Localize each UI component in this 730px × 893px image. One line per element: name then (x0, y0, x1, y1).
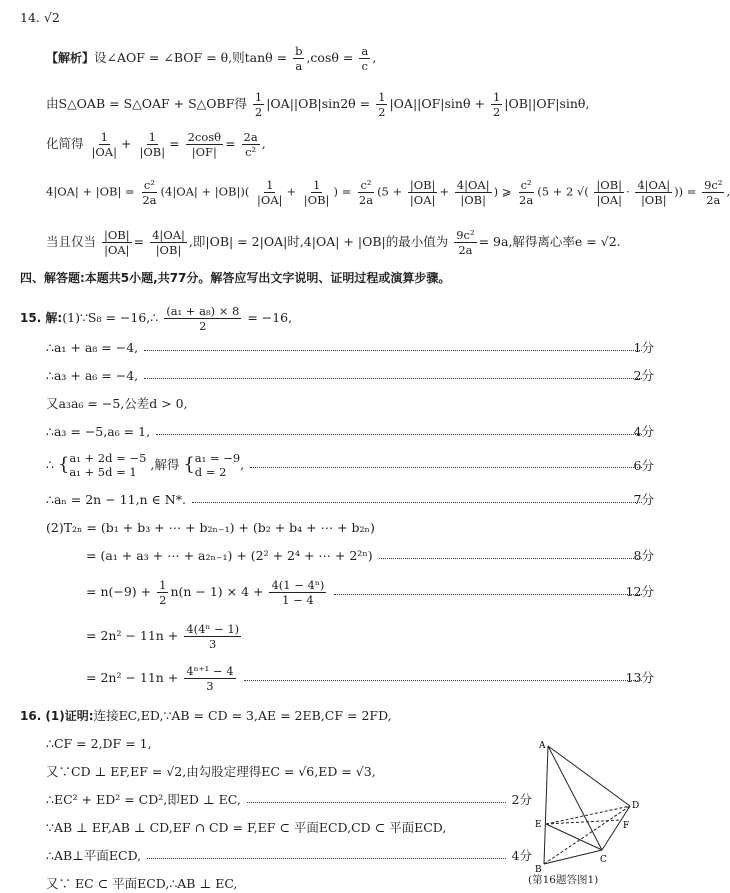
q15-line0: 15. 解:(1)∵S₈ = −16,∴ $\frac{\text{(a₁ + a₈) × 8}}{2}$ = −16, (20, 304, 293, 333)
q15-step8: = (a₁ + a₃ + ⋯ + a₂ₙ₋₁) + (2² + 2⁴ + ⋯ + 2²ⁿ) (86, 548, 648, 564)
edge-ec (546, 824, 602, 850)
score: 4分 (511, 848, 532, 863)
score: 2分 (511, 792, 532, 807)
q16-line2: 又∵CD ⊥ EF,EF = √2,由勾股定理得EC = √6,ED = √3, (46, 764, 376, 779)
q15-step11: = 2n² − 11n + $\frac{\text{4ⁿ⁺¹ − 4}}{3}$ (86, 664, 648, 693)
score: 7分 (633, 492, 654, 507)
score: 4分 (633, 424, 654, 439)
q15-step9: = n(−9) + $\frac{1}{2}$ n(n − 1) × 4 + $\frac{\text{4(1 − 4ⁿ)}}{1 - 4}$ (86, 578, 648, 607)
q14-line2: 由S△OAB = S△OAF + S△OBF得 $\frac{1}{2}$ |OA||OB|sin2θ = $\frac{1}{2}$ |OA||OF|sinθ + $\frac{1}{2}$ |OB||OF|sinθ, (46, 90, 590, 119)
tetrahedron-figure (530, 738, 660, 890)
score: 1分 (633, 340, 654, 355)
label-a: A (539, 741, 546, 751)
label-c: C (600, 855, 607, 865)
section-heading: 四、解答题:本题共5小题,共77分。解答应写出文字说明、证明过程或演算步骤。 (20, 271, 451, 285)
score: 2分 (633, 368, 654, 383)
q14-line3: 化简得 $\frac{1}{|OA|}$ + $\frac{1}{|OB|}$ = $\frac{2\cos\theta}{|OF|}$ = $\frac{2a}{\text{c²}}$ , (46, 130, 266, 159)
q15-step5: ∴ { a₁ + 2d = −5 a₁ + 5d = 1 ,解得 { a₁ = −9 d = 2 , (46, 450, 648, 480)
edge-bc (544, 850, 602, 864)
label-b: B (535, 865, 542, 875)
edge-ac (548, 746, 602, 850)
q16-line5: ∴AB⊥平面ECD, (46, 848, 512, 864)
frac: $\frac{b}{a}$ (295, 44, 303, 73)
q15-step6: ∴aₙ = 2n − 11,n ∈ N*. (46, 492, 648, 508)
score: 12分 (625, 584, 654, 599)
q14-line1: 【解析】设∠AOF = ∠BOF = θ,则tanθ = $\frac{b}{a}$ ,cosθ = $\frac{a}{c}$ , (46, 44, 377, 73)
jiexi-tag: 【解析】 (46, 51, 95, 65)
q14-line5: 当且仅当 $\frac{|OB|}{|OA|}$ = $\frac{4|OA|}{|OB|}$ ,即|OB| = 2|OA|时,4|OA| + |OB|的最小值为 $\frac{\text{9c²}}{2a}$ = 9a,解得离心率e = √2. (46, 228, 621, 257)
frac: $\frac{a}{c}$ (361, 44, 369, 73)
edge-ab (544, 746, 548, 864)
q15-part2: (2)T₂ₙ = (b₁ + b₃ + ⋯ + b₂ₙ₋₁) + (b₂ + b₄ + ⋯ + b₂ₙ) (46, 520, 375, 535)
q15-step10: = 2n² − 11n + $\frac{\text{4(4ⁿ − 1)}}{3}$ (86, 622, 240, 651)
q15-step4: ∴a₃ = −5,a₆ = 1, (46, 424, 648, 440)
score: 6分 (633, 458, 654, 473)
score: 13分 (625, 670, 654, 685)
edge-ad (548, 746, 630, 806)
q16-line6: 又∵ EC ⊂ 平面ECD,∴AB ⊥ EC, (46, 876, 238, 891)
label-e: E (535, 820, 542, 830)
score: 8分 (633, 548, 654, 563)
label-d: D (632, 801, 640, 811)
q16-line0: 16. (1)证明:连接EC,ED,∵AB = CD = 3,AE = 2EB,CF = 2FD, (20, 708, 392, 723)
figure-caption: (第16题答图1) (528, 874, 599, 886)
q14-line4: 4|OA| + |OB| = $\frac{\text{c²}}{2a}$ (4|OA| + |OB|)( $\frac{1}{|OA|}$ + $\frac{1}{|OB|}$ ) = $\frac{\text{c²}}{2a}$ (5 + $\frac{|OB|}{|OA|}$ + $\frac{4|OA|}{|OB|}$ ) ⩾ $\frac{\text{c²}}{2a}$ (5 + 2 √( $\frac{|OB|}{|OA|}$ · $\frac{4|OA|}{|OB|}$ )) = $\frac{\text{9c²}}{2a}$ , (46, 178, 730, 207)
edge-bd (544, 806, 630, 864)
q15-step2: ∴a₃ + a₆ = −4, (46, 368, 648, 384)
q15-step3: 又a₃a₆ = −5,公差d > 0, (46, 396, 188, 411)
q15-step1: ∴a₁ + a₈ = −4, (46, 340, 648, 356)
q16-line3: ∴EC² + ED² = CD²,即ED ⊥ EC, (46, 792, 512, 808)
q14-answer: 14. √2 (20, 10, 60, 25)
label-f: F (623, 821, 630, 831)
q16-line1: ∴CF = 2,DF = 1, (46, 736, 152, 751)
q16-line4: ∵AB ⊥ EF,AB ⊥ CD,EF ∩ CD = F,EF ⊂ 平面ECD,CD ⊂ 平面ECD, (46, 820, 447, 835)
